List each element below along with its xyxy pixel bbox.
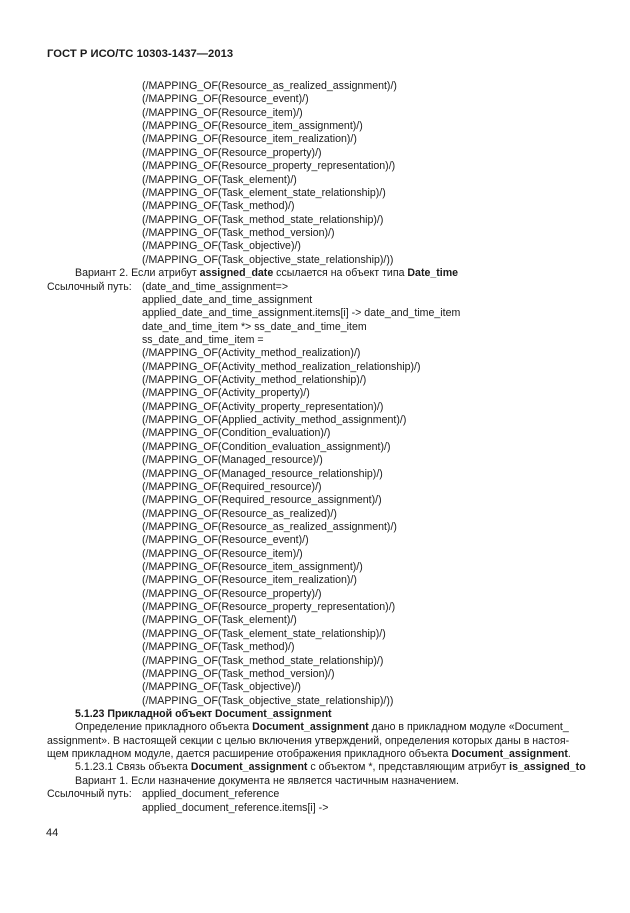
reference-path-line: (/MAPPING_OF(Condition_evaluation_assignment)/) — [142, 440, 391, 453]
reference-path-line: (/MAPPING_OF(Task_method_state_relationship)/) — [142, 654, 384, 667]
reference-path-line: (/MAPPING_OF(Resource_property)/) — [142, 587, 322, 600]
reference-path-line: (/MAPPING_OF(Resource_as_realized_assignment)/) — [142, 520, 397, 533]
reference-path-line: (/MAPPING_OF(Activity_property_representation)/) — [142, 400, 384, 413]
reference-path-line: (/MAPPING_OF(Resource_item_realization)/) — [142, 574, 357, 587]
variant-2-attribute: assigned_date — [199, 267, 274, 279]
reference-path-block-2 — [0, 788, 630, 815]
reference-path-line: (/MAPPING_OF(Task_element)/) — [142, 614, 297, 627]
reference-path-block — [0, 281, 630, 709]
reference-path-line: (/MAPPING_OF(Task_objective)/) — [142, 681, 301, 694]
reference-path-line: (/MAPPING_OF(Task_method_version)/) — [142, 667, 335, 680]
paragraph-text: дано в прикладном модуле «Document_ — [368, 721, 569, 734]
reference-path-line: (/MAPPING_OF(Applied_activity_method_assignment)/) — [142, 414, 407, 427]
variant-2-mid: ссылается на объект типа — [273, 267, 408, 279]
reference-path-label-2: Ссылочный путь: — [47, 788, 132, 801]
subsection-text: с объектом *, представляющим атрибут — [307, 761, 510, 774]
paragraph-text: щем прикладном модуле, дается расширение отображения прикладного объекта — [47, 748, 452, 761]
variant-1-line: Вариант 1. Если назначение документа не является частичным назначением. — [75, 774, 459, 787]
mapping-line: (/MAPPING_OF(Resource_property_representation)/) — [142, 160, 396, 173]
section-heading: 5.1.23 Прикладной объект Document_assignment — [75, 708, 332, 720]
reference-path-line: (/MAPPING_OF(Task_method)/) — [142, 641, 295, 654]
reference-path-line: (/MAPPING_OF(Resource_item)/) — [142, 547, 303, 560]
reference-path-line: applied_document_reference.items[i] -> — [142, 801, 329, 814]
reference-path-line: (/MAPPING_OF(Managed_resource_relationship)/) — [142, 467, 383, 480]
paragraph-line-1 — [0, 721, 630, 734]
mapping-line: (/MAPPING_OF(Task_objective)/) — [142, 240, 301, 253]
mapping-line: (/MAPPING_OF(Task_element_state_relationship)/) — [142, 186, 386, 199]
document-header: ГОСТ Р ИСО/ТС 10303-1437—2013 — [47, 48, 234, 60]
mapping-list-continued — [0, 80, 630, 267]
reference-path-line: (/MAPPING_OF(Resource_item_assignment)/) — [142, 561, 363, 574]
subsection-text: 5.1.23.1 Связь объекта — [75, 761, 191, 774]
reference-path-line: (/MAPPING_OF(Activity_method_realization_relationship)/) — [142, 360, 421, 373]
mapping-line: (/MAPPING_OF(Task_objective_state_relationship)/)) — [142, 253, 394, 266]
reference-path-line: (/MAPPING_OF(Required_resource_assignment)/) — [142, 494, 382, 507]
reference-path-lines — [0, 281, 630, 709]
subsection-attribute: is_assigned_to — [509, 761, 586, 774]
mapping-line: (/MAPPING_OF(Resource_item_realization)/) — [142, 133, 357, 146]
subsection-line — [0, 761, 630, 774]
reference-path-label: Ссылочный путь: — [47, 280, 132, 293]
reference-path-line: (/MAPPING_OF(Resource_event)/) — [142, 534, 309, 547]
reference-path-line: (/MAPPING_OF(Task_objective_state_relationship)/)) — [142, 694, 394, 707]
reference-path-line: (/MAPPING_OF(Activity_method_relationship)/) — [142, 374, 367, 387]
mapping-line: (/MAPPING_OF(Task_element)/) — [142, 173, 297, 186]
mapping-line: (/MAPPING_OF(Resource_item)/) — [142, 106, 303, 119]
reference-path-line: applied_date_and_time_assignment.items[i] -> date_and_time_item — [142, 307, 461, 320]
reference-path-line: ss_date_and_time_item = — [142, 333, 264, 346]
reference-path-line: date_and_time_item *> ss_date_and_time_item — [142, 320, 367, 333]
reference-path-line: (/MAPPING_OF(Activity_method_realization)/) — [142, 347, 361, 360]
reference-path-line: (/MAPPING_OF(Required_resource)/) — [142, 480, 322, 493]
paragraph-line-3 — [0, 748, 630, 761]
mapping-line: (/MAPPING_OF(Task_method_version)/) — [142, 226, 335, 239]
variant-2-type: Date_time — [407, 267, 459, 279]
reference-path-line: applied_date_and_time_assignment — [142, 293, 313, 306]
variant-2-line — [0, 267, 630, 280]
paragraph-line-2: assignment». В настоящей секции с целью включения утверждений, определения которых даны в настоя- — [47, 734, 570, 747]
reference-path-line: (/MAPPING_OF(Resource_property_representation)/) — [142, 601, 396, 614]
mapping-line: (/MAPPING_OF(Task_method_state_relationship)/) — [142, 213, 384, 226]
mapping-line: (/MAPPING_OF(Resource_as_realized_assignment)/) — [142, 80, 397, 92]
reference-path-line: (/MAPPING_OF(Task_element_state_relationship)/) — [142, 627, 386, 640]
variant-2-prefix: Вариант 2. Если атрибут — [75, 267, 200, 279]
section-5-1-23 — [0, 708, 630, 815]
mapping-line: (/MAPPING_OF(Resource_property)/) — [142, 146, 322, 159]
paragraph-text: Определение прикладного объекта — [75, 721, 253, 734]
paragraph-text: . — [567, 748, 571, 761]
reference-path-line: (/MAPPING_OF(Activity_property)/) — [142, 387, 310, 400]
reference-path-line: applied_document_reference — [142, 788, 280, 801]
mapping-line: (/MAPPING_OF(Resource_item_assignment)/) — [142, 120, 363, 133]
reference-path-line: (date_and_time_assignment=> — [142, 280, 289, 293]
paragraph-entity: Document_assignment — [451, 748, 568, 761]
mapping-line: (/MAPPING_OF(Task_method)/) — [142, 200, 295, 213]
mapping-line: (/MAPPING_OF(Resource_event)/) — [142, 93, 309, 106]
page-number: 44 — [46, 827, 59, 839]
paragraph-entity: Document_assignment — [252, 721, 369, 734]
reference-path-line: (/MAPPING_OF(Condition_evaluation)/) — [142, 427, 331, 440]
subsection-entity: Document_assignment — [190, 761, 308, 774]
reference-path-line: (/MAPPING_OF(Managed_resource)/) — [142, 454, 323, 467]
reference-path-line: (/MAPPING_OF(Resource_as_realized)/) — [142, 507, 337, 520]
